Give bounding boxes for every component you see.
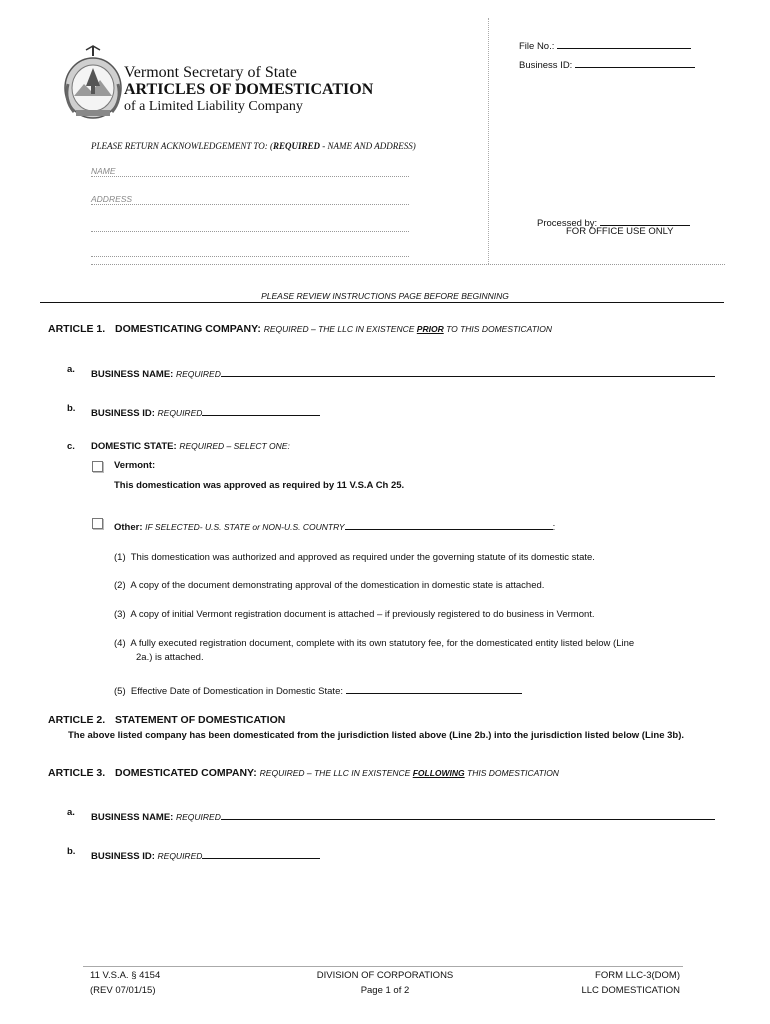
file-no-input[interactable] xyxy=(557,36,691,49)
top-box-bottom-border xyxy=(91,264,725,265)
article3-business-name-input[interactable] xyxy=(221,807,715,820)
article2-number: ARTICLE 2. xyxy=(48,714,106,726)
vermont-seal-logo xyxy=(62,44,124,120)
list-item: (4) A fully executed registration document, complete with its own statutory fee, for the domesticated entity listed below (Line xyxy=(114,638,635,649)
footer-division: DIVISION OF CORPORATIONS xyxy=(316,970,454,981)
list-item: (1) This domestication was authorized and approved as required under the governing statute of its domestic state. xyxy=(114,552,595,563)
instructions-note: PLEASE REVIEW INSTRUCTIONS PAGE BEFORE BEGINNING xyxy=(261,291,509,301)
other-checkbox[interactable] xyxy=(92,516,103,534)
divider xyxy=(40,302,724,303)
name-placeholder: NAME xyxy=(91,166,116,176)
file-no-label: File No.: xyxy=(519,41,555,52)
article1-c-letter: c. xyxy=(67,441,75,452)
form-subtitle: of a Limited Liability Company xyxy=(124,99,303,114)
article1-business-name-row: BUSINESS NAME: REQUIRED xyxy=(91,364,715,380)
name-field[interactable] xyxy=(91,176,409,177)
other-state-input[interactable] xyxy=(345,517,553,530)
list-item: (5) Effective Date of Domestication in Domestic State: xyxy=(114,681,522,697)
footer-revision: (REV 07/01/15) xyxy=(90,985,156,996)
footer-page-number: Page 1 of 2 xyxy=(360,985,410,996)
office-box-border xyxy=(488,18,489,264)
article3-business-id-row: BUSINESS ID: REQUIRED xyxy=(91,846,320,862)
vermont-note: This domestication was approved as required by 11 V.S.A Ch 25. xyxy=(114,480,405,491)
effective-date-input[interactable] xyxy=(346,681,522,694)
footer-rule xyxy=(83,966,683,967)
domestic-state-row: DOMESTIC STATE: REQUIRED – SELECT ONE: xyxy=(91,441,290,452)
address-placeholder: ADDRESS xyxy=(91,194,133,204)
list-item: (2) A copy of the document demonstrating approval of the domestication in domestic state is attached. xyxy=(114,580,545,591)
domestication-statement: The above listed company has been domesticated from the jurisdiction listed above (Line 2b.) into the jurisdiction listed below (Line 3b). xyxy=(68,730,685,741)
article1-a-letter: a. xyxy=(67,364,75,375)
processed-by-label: Processed by: xyxy=(537,218,598,229)
business-id-office-field xyxy=(519,55,695,71)
list-item: (3) A copy of initial Vermont registration document is attached – if previously registered to do business in Vermont. xyxy=(114,609,595,620)
footer-form-code: FORM LLC-3(DOM) xyxy=(595,970,680,981)
article3-business-id-input[interactable] xyxy=(202,846,320,859)
address-field-1[interactable] xyxy=(91,204,409,205)
footer-form-name: LLC DOMESTICATION xyxy=(581,985,680,996)
list-item-continuation: 2a.) is attached. xyxy=(136,652,204,663)
article3-business-name-row: BUSINESS NAME: REQUIRED xyxy=(91,807,715,823)
article2-heading: STATEMENT OF DOMESTICATION xyxy=(115,714,286,726)
address-field-2[interactable] xyxy=(91,231,409,232)
article1-business-name-input[interactable] xyxy=(221,364,715,377)
business-id-office-input[interactable] xyxy=(575,55,695,68)
vermont-checkbox[interactable] xyxy=(92,459,103,477)
article1-business-id-input[interactable] xyxy=(202,403,320,416)
footer-statute: 11 V.S.A. § 4154 xyxy=(90,970,161,981)
return-ack-heading: PLEASE RETURN ACKNOWLEDGEMENT TO: (REQUIRED - NAME AND ADDRESS) xyxy=(91,141,416,151)
address-field-3[interactable] xyxy=(91,256,409,257)
form-title: ARTICLES OF DOMESTICATION xyxy=(124,81,374,98)
article3-heading: DOMESTICATED COMPANY: REQUIRED – THE LLC IN EXISTENCE FOLLOWING THIS DOMESTICATION xyxy=(115,767,559,779)
vermont-label: Vermont: xyxy=(114,460,156,471)
office-use-label: FOR OFFICE USE ONLY xyxy=(566,226,674,237)
article1-business-id-row: BUSINESS ID: REQUIRED xyxy=(91,403,320,419)
file-no-field xyxy=(519,36,691,52)
article1-heading: DOMESTICATING COMPANY: REQUIRED – THE LLC IN EXISTENCE PRIOR TO THIS DOMESTICATION xyxy=(115,323,553,335)
agency-name: Vermont Secretary of State xyxy=(124,64,297,81)
article3-b-letter: b. xyxy=(67,846,76,857)
other-row: Other: IF SELECTED- U.S. STATE or NON-U.S. COUNTRY : xyxy=(114,517,555,533)
article1-b-letter: b. xyxy=(67,403,76,414)
article1-number: ARTICLE 1. xyxy=(48,323,106,335)
article3-number: ARTICLE 3. xyxy=(48,767,106,779)
article3-a-letter: a. xyxy=(67,807,75,818)
business-id-office-label: Business ID: xyxy=(519,60,573,71)
processed-by-input[interactable] xyxy=(600,213,690,226)
